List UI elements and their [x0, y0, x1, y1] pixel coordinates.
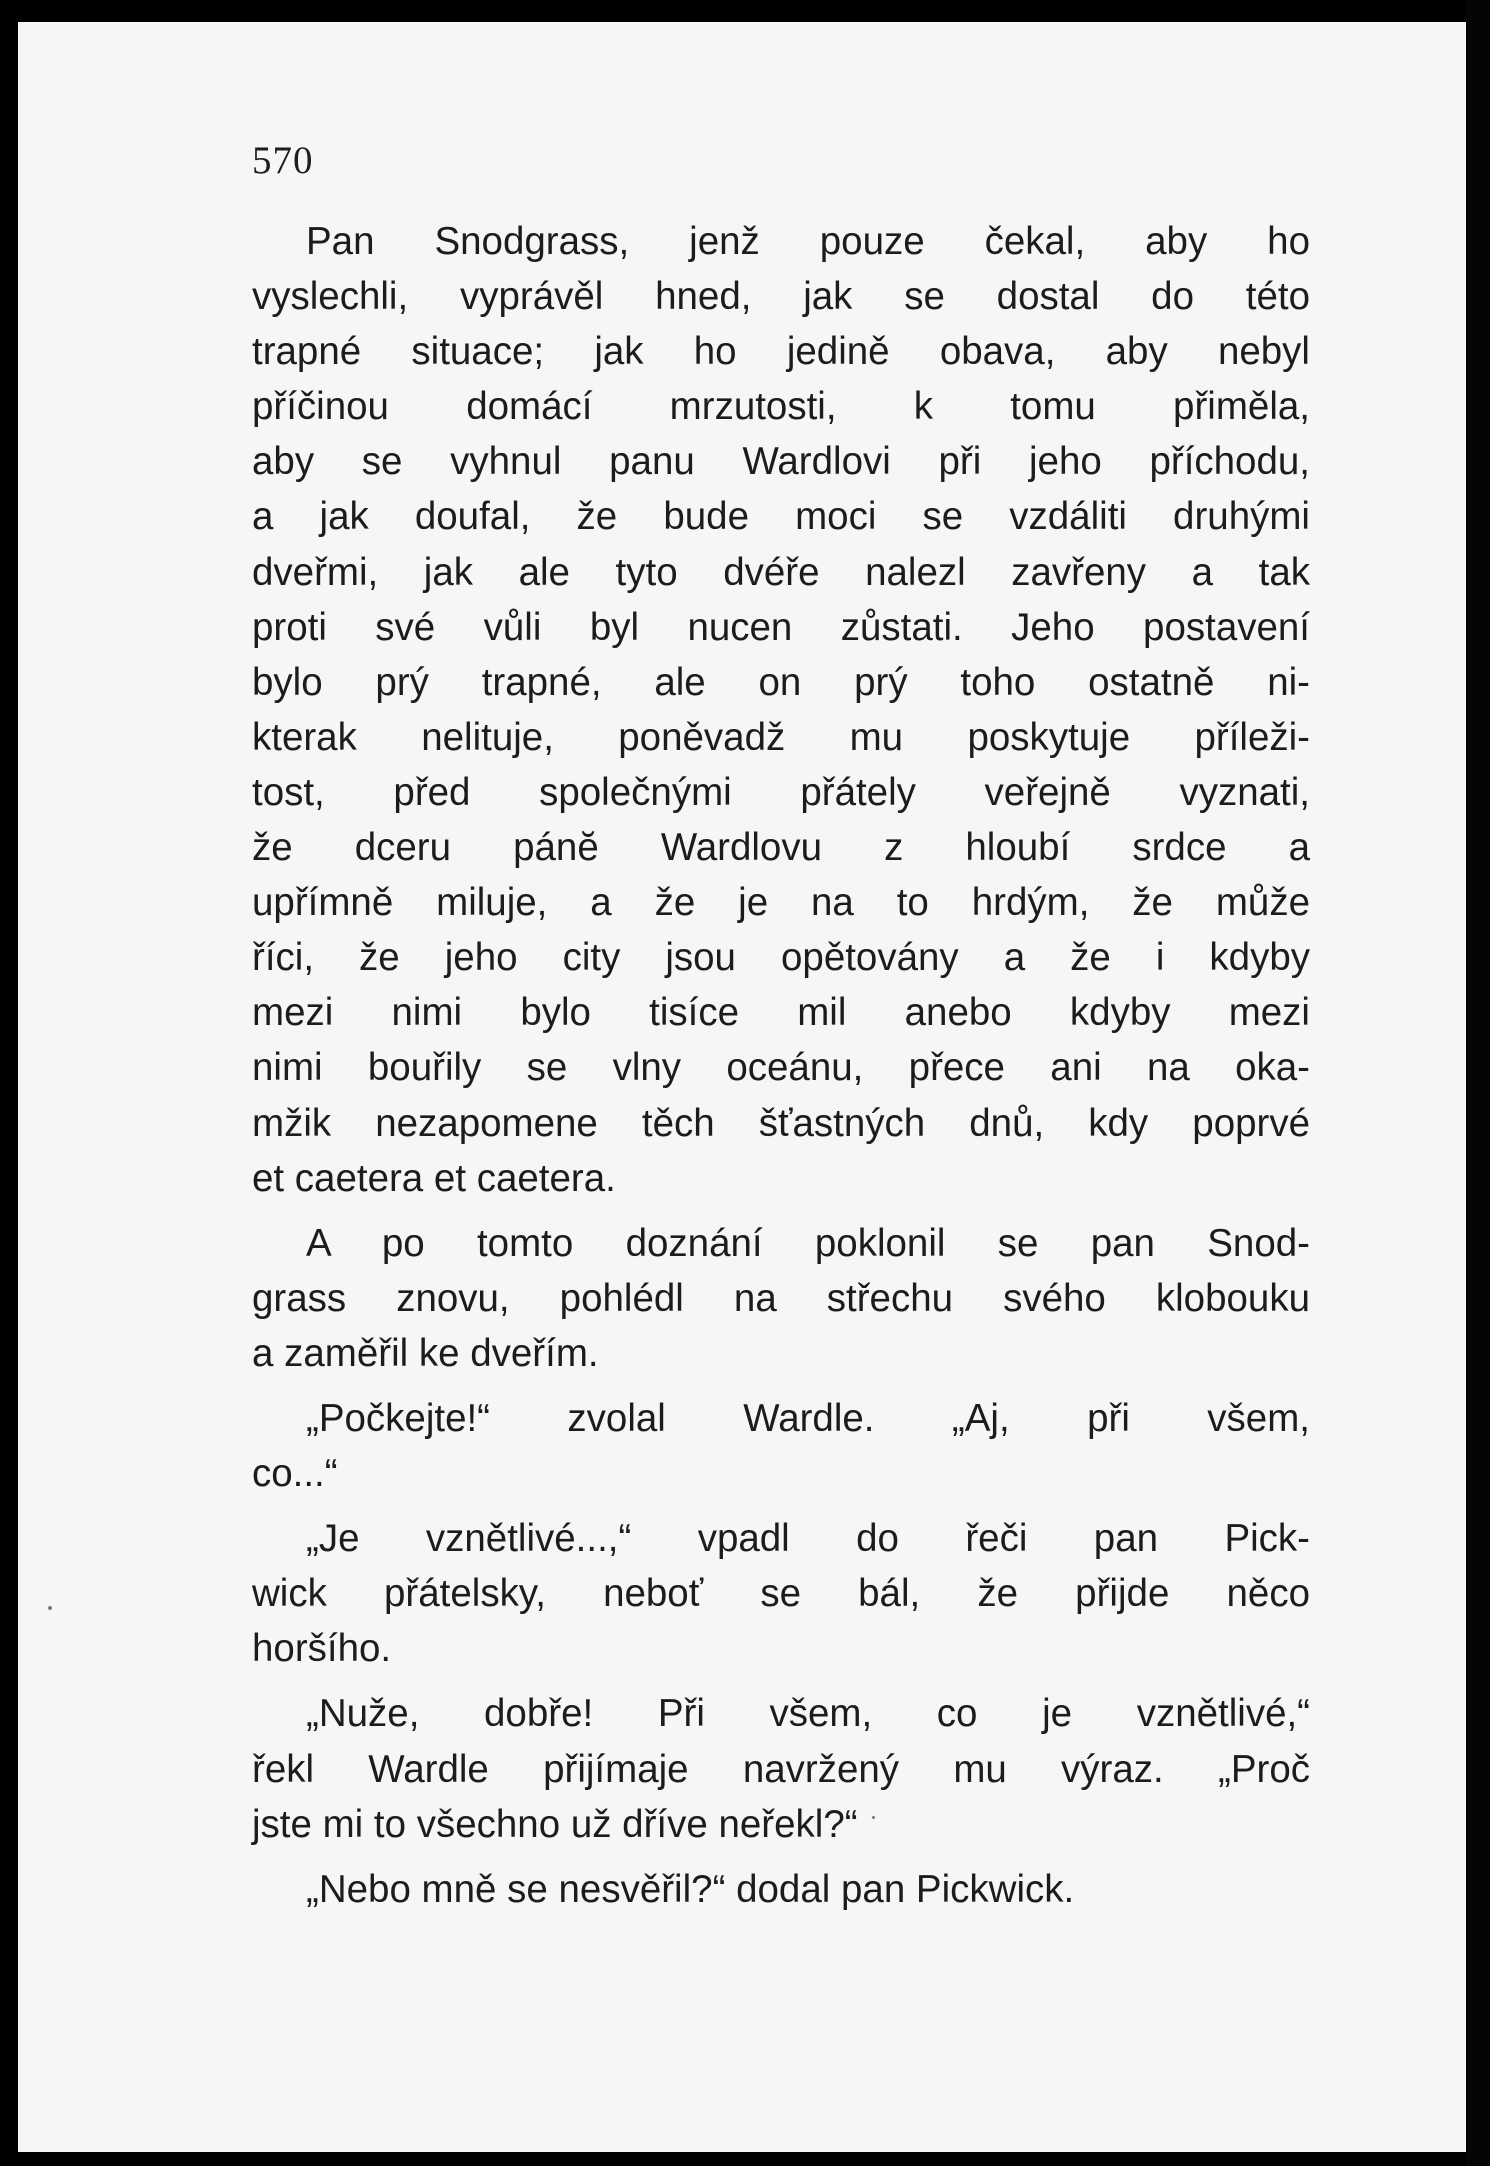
text-line: co...“ — [252, 1452, 338, 1496]
text-line: wick přátelsky, neboť se bál, že přijde něco — [252, 1572, 1310, 1616]
paragraph — [252, 1216, 1310, 1381]
text-line: „Nuže, dobře! Při všem, co je vznětlivé,“ — [306, 1692, 1310, 1736]
text-line: nimi bouřily se vlny oceánu, přece ani na oka- — [252, 1046, 1310, 1090]
text-line: a jak doufal, že bude moci se vzdáliti druhými — [252, 495, 1310, 539]
body-text — [252, 214, 1310, 1917]
text-line: mžik nezapomene těch šťastných dnů, kdy poprvé — [252, 1101, 1310, 1145]
scan-speck — [48, 1606, 52, 1610]
text-line: „Je vznětlivé...,“ vpadl do řeči pan Pick- — [306, 1517, 1310, 1561]
paragraph — [252, 1862, 1310, 1917]
text-line: „Počkejte!“ zvolal Wardle. „Aj, při všem, — [306, 1396, 1310, 1440]
text-line: „Nebo mně se nesvěřil?“ dodal pan Pickwick. — [306, 1867, 1075, 1911]
text-line: a zaměřil ke dveřím. — [252, 1331, 599, 1375]
page-number: 570 — [252, 139, 314, 182]
paragraph — [252, 1391, 1310, 1501]
page-edge-shadow — [1466, 0, 1490, 2166]
text-line: jste mi to všechno už dříve neřekl?“ — [252, 1802, 858, 1846]
text-line: bylo prý trapné, ale on prý toho ostatně ni- — [252, 660, 1310, 704]
text-line: tost, před společnými přátely veřejně vyznati, — [252, 770, 1310, 814]
text-line: Pan Snodgrass, jenž pouze čekal, aby ho — [306, 220, 1310, 263]
paragraph — [252, 1511, 1310, 1676]
text-line: vyslechli, vyprávěl hned, jak se dostal do této — [252, 275, 1310, 319]
text-line: říci, že jeho city jsou opětovány a že i kdyby — [252, 936, 1310, 980]
text-line: aby se vyhnul panu Wardlovi při jeho příchodu, — [252, 440, 1310, 484]
text-line: řekl Wardle přijímaje navržený mu výraz. „Proč — [252, 1747, 1310, 1791]
text-line: upřímně miluje, a že je na to hrdým, že může — [252, 881, 1310, 925]
text-line: trapné situace; jak ho jedině obava, aby nebyl — [252, 330, 1310, 374]
text-line: mezi nimi bylo tisíce mil anebo kdyby mezi — [252, 991, 1310, 1035]
text-line: příčinou domácí mrzutosti, k tomu přiměla, — [252, 385, 1310, 429]
text-line: et caetera et caetera. — [252, 1156, 616, 1200]
text-line: grass znovu, pohlédl na střechu svého klobouku — [252, 1276, 1310, 1320]
text-line: že dceru pánĕ Wardlovu z hloubí srdce a — [252, 826, 1310, 870]
paragraph — [252, 1686, 1310, 1851]
text-line: proti své vůli byl nucen zůstati. Jeho postavení — [252, 605, 1310, 649]
text-line: horšího. — [252, 1627, 392, 1671]
text-line: A po tomto doznání poklonil se pan Snod- — [306, 1221, 1310, 1265]
text-line: kterak nelituje, poněvadž mu poskytuje příleži- — [252, 715, 1310, 759]
text-line: dveřmi, jak ale tyto dvéře nalezl zavřeny a tak — [252, 550, 1310, 594]
paragraph — [252, 214, 1310, 1206]
